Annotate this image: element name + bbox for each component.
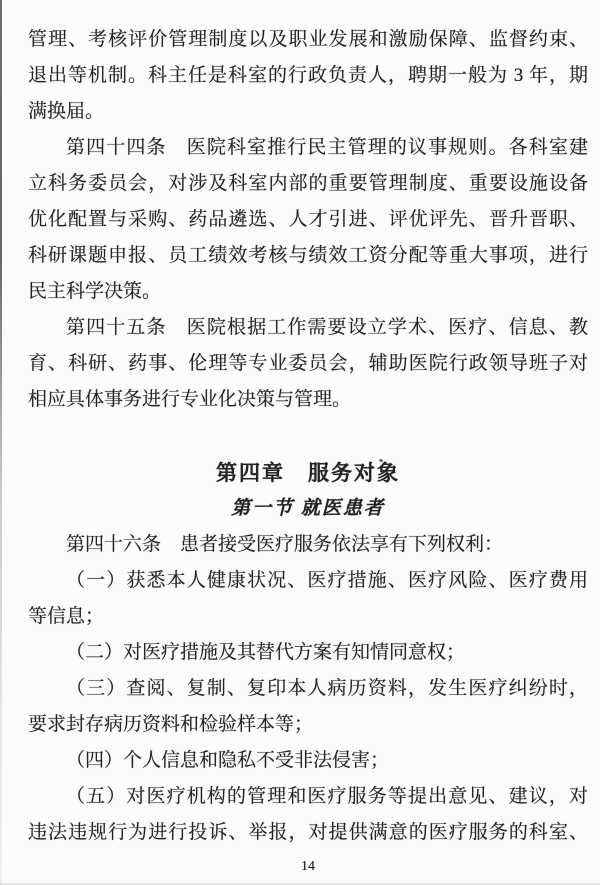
text-line: 要求封存病历资料和检验样本等； bbox=[28, 714, 314, 735]
text-line: 满换届。 bbox=[28, 101, 105, 122]
text-line: 立科务委员会，对涉及科室内部的重要管理制度、重要设施设备 bbox=[28, 173, 588, 194]
text-line: 第四十五条 医院根据工作需要设立学术、医疗、信息、教 bbox=[66, 317, 588, 338]
text-line: 第四十四条 医院科室推行民主管理的议事规则。各科室建 bbox=[66, 137, 588, 158]
text-line: 相应具体事务进行专业化决策与管理。 bbox=[28, 389, 352, 410]
text-line: 管理、考核评价管理制度以及职业发展和激励保障、监督约束、 bbox=[28, 29, 588, 50]
text-line: （二）对医疗措施及其替代方案有知情同意权； bbox=[66, 642, 466, 663]
text-line: 科研课题申报、员工绩效考核与绩效工资分配等重大事项，进行 bbox=[28, 245, 588, 266]
text-line: 等信息； bbox=[28, 606, 105, 627]
section-heading: 第一节 就医患者 bbox=[231, 498, 385, 519]
text-line: （五）对医疗机构的管理和医疗服务等提出意见、建议，对 bbox=[66, 786, 588, 807]
text-line: （一）获悉本人健康状况、医疗措施、医疗风险、医疗费用 bbox=[66, 570, 588, 591]
text-line: 优化配置与采购、药品遴选、人才引进、评优评先、晋升晋职、 bbox=[28, 209, 588, 230]
text-line: 退出等机制。科主任是科室的行政负责人，聘期一般为 3 年，期 bbox=[28, 65, 588, 86]
scan-edge-artifact bbox=[0, 0, 2, 885]
text-line: 民主科学决策。 bbox=[28, 281, 162, 302]
text-line: （四）个人信息和隐私不受非法侵害； bbox=[66, 750, 390, 771]
text-line: 第四十六条 患者接受医疗服务依法享有下列权利： bbox=[66, 534, 504, 555]
page-number: 14 bbox=[301, 859, 315, 874]
text-line: （三）查阅、复制、复印本人病历资料，发生医疗纠纷时， bbox=[66, 678, 588, 699]
text-line: 育、科研、药事、伦理等专业委员会，辅助医院行政领导班子对 bbox=[28, 353, 588, 374]
chapter-heading: 第四章 服务对象 bbox=[216, 461, 400, 485]
text-line: 违法违规行为进行投诉、举报，对提供满意的医疗服务的科室、 bbox=[28, 822, 588, 843]
page-content bbox=[28, 22, 588, 883]
